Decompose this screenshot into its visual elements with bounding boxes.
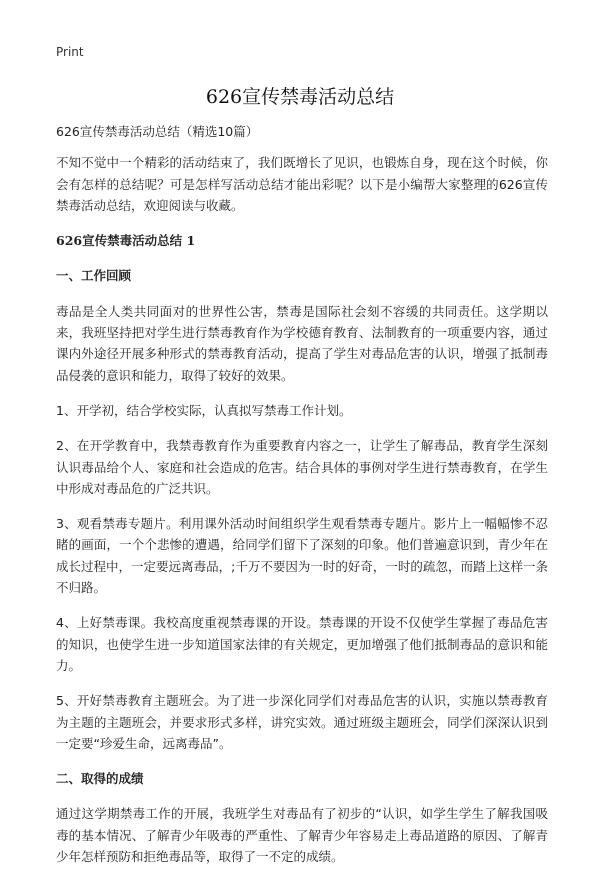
list-item-5: 5、开好禁毒教育主题班会。为了进一步深化同学们对毒品危害的认识，实施以禁毒教育为主题的主题班会，并要求形式多样，讲究实效。通过班级主题班会，同学们深深认识到一定要“珍爱生命，远离毒品”。 <box>56 693 548 751</box>
part2-paragraph: 通过这学期禁毒工作的开展，我班学生对毒品有了初步的“认识，如学生学生了解我国吸毒的基本情况、了解青少年吸毒的严重性、了解青少年容易走上毒品道路的原因、了解青少年怎样预防和拒绝毒品等，取得了一不定的成绩。 <box>56 806 548 865</box>
print-link[interactable]: Print <box>56 45 84 59</box>
list-item-1: 1、开学初，结合学校实际，认真拟写禁毒工作计划。 <box>56 402 352 418</box>
list-item-2: 2、在开学教育中，我禁毒教育作为重要教育内容之一，让学生了解毒品，教育学生深刻认识毒品给个人、家庭和社会造成的危害。结合具体的事例对学生进行禁毒教育，在学生中形成对毒品危的广泛共识。 <box>56 438 548 496</box>
section-heading: 626宣传禁毒活动总结 1 <box>56 233 196 249</box>
list-item-4: 4、上好禁毒课。我校高度重视禁毒课的开设。禁毒课的开设不仅使学生掌握了毒品危害的知识，也使学生进一步知道国家法律的有关规定，更加增强了他们抵制毒品的意识和能力。 <box>56 615 548 673</box>
list-item-3: 3、观看禁毒专题片。利用课外活动时间组织学生观看禁毒专题片。影片上一幅幅惨不忍睹的画面，一个个悲惨的遭遇，给同学们留下了深刻的印象。他们普遍意识到，青少年在成长过程中，一定要远离毒品，;千万不要因为一时的好奇，一时的疏忽，而踏上这样一条不归路。 <box>56 516 548 596</box>
page-title: 626宣传禁毒活动总结 <box>205 86 395 108</box>
intro-paragraph: 不知不觉中一个精彩的活动结束了，我们既增长了见识，也锻炼自身，现在这个时候，你会有怎样的总结呢？可是怎样写活动总结才能出彩呢？以下是小编帮大家整理的626宣传禁毒活动总结，欢迎阅读与收藏。 <box>56 155 548 213</box>
part2-heading: 二、取得的成绩 <box>56 771 144 787</box>
document-subtitle: 626宣传禁毒活动总结（精选10篇） <box>56 124 259 139</box>
document-body <box>56 121 548 881</box>
part1-intro-paragraph: 毒品是全人类共同面对的世界性公害，禁毒是国际社会刻不容缓的共同责任。这学期以来，我班坚持把对学生进行禁毒教育作为学校德育教育、法制教育的一项重要内容，通过课内外途径开展多种形式的禁毒教育活动，提高了学生对毒品危害的认识，增强了抵制毒品侵袭的意识和能力，取得了较好的效果。 <box>56 303 548 383</box>
part1-heading: 一、工作回顾 <box>56 268 132 284</box>
